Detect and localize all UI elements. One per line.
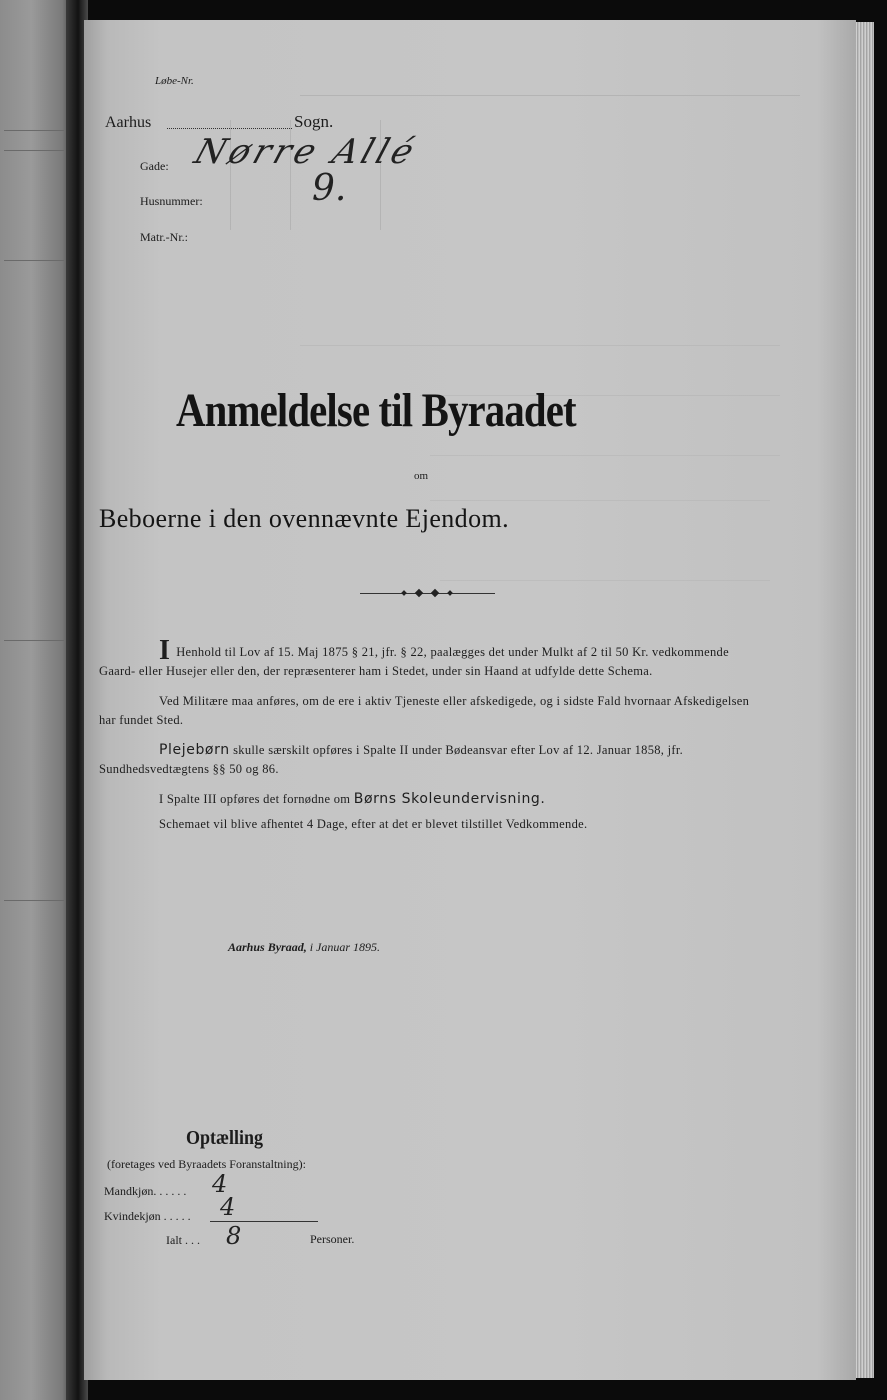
mandkjon-row: Mandkjøn. . . . . . [104,1184,187,1198]
page-stack-edge [856,22,874,1378]
husnummer-label: Husnummer: [140,194,203,208]
plejeborn-highlight: Plejebørn [159,742,230,758]
ornament-divider [360,590,495,598]
lobe-nr-label: Løbe-Nr. [155,75,194,87]
gade-label: Gade: [140,159,169,173]
count-title: Optælling [186,1127,264,1149]
signature-line [228,940,380,955]
count-subtitle: (foretages ved Byraadets Foranstaltning): [107,1157,306,1171]
instruction-paragraph-5: Schemaet vil blive afhentet 4 Dage, efter at det er blevet tilstillet Vedkommende. [159,817,588,831]
kvindekjon-label: Kvindekjøn [104,1209,161,1223]
personer-label: Personer. [310,1232,355,1246]
subtitle: Beboerne i den ovennævnte Ejendom. [99,504,509,533]
mandkjon-value: 4 [212,1170,228,1198]
title-om: om [414,470,429,482]
sogn-label: Sogn. [294,112,334,131]
kvindekjon-row: Kvindekjøn . . . . . [104,1209,191,1223]
instruction-paragraph-3 [99,741,767,779]
instruction-paragraph-2: Ved Militære maa anføres, om de ere i aktiv Tjeneste eller afskedigede, og i sidste Fald hvornaar Afskedigelsen har fundet Sted. [99,694,750,727]
ialt-label: Ialt [166,1233,182,1247]
signature-authority: Aarhus Byraad, [228,940,307,954]
ialt-row: Ialt . . . [166,1233,200,1247]
instruction-paragraph-4-text: I Spalte III opføres det fornødne om [159,792,351,806]
main-title: Anmeldelse til Byraadet [176,384,576,437]
sogn-fill-line [167,128,292,129]
instruction-paragraph-4 [99,790,767,809]
instructions-text [99,635,767,845]
kvindekjon-value: 4 [220,1193,236,1221]
gade-handwritten-value: Nørre Allé [189,132,423,172]
ialt-value: 8 [226,1222,242,1250]
husnummer-handwritten-value: 9. [312,168,347,209]
instruction-paragraph-3-text: skulle særskilt opføres i Spalte II under Bødeansvar efter Lov af 12. Januar 1858, jfr. Sundhedsvedtægtens §§ 50 og 86. [99,743,684,776]
skoleundervisning-highlight: Børns Skoleundervisning. [353,791,546,807]
instruction-paragraph-1-text: Henhold til Lov af 15. Maj 1875 § 21, jfr. § 22, paalægges det under Mulkt af 2 til 50 Kr. vedkommende Gaard- eller Husejer eller den, der repræsenterer ham i Stedet, under sin Haand at udfylde dette Schema. [99,645,729,678]
instruction-paragraph-1 [99,635,767,681]
signature-date: i Januar 1895. [309,940,381,954]
drop-initial: I [159,635,171,666]
matr-nr-label: Matr.-Nr.: [140,230,188,244]
mandkjon-label: Mandkjøn [104,1184,154,1198]
aarhus-label: Aarhus [105,114,152,131]
